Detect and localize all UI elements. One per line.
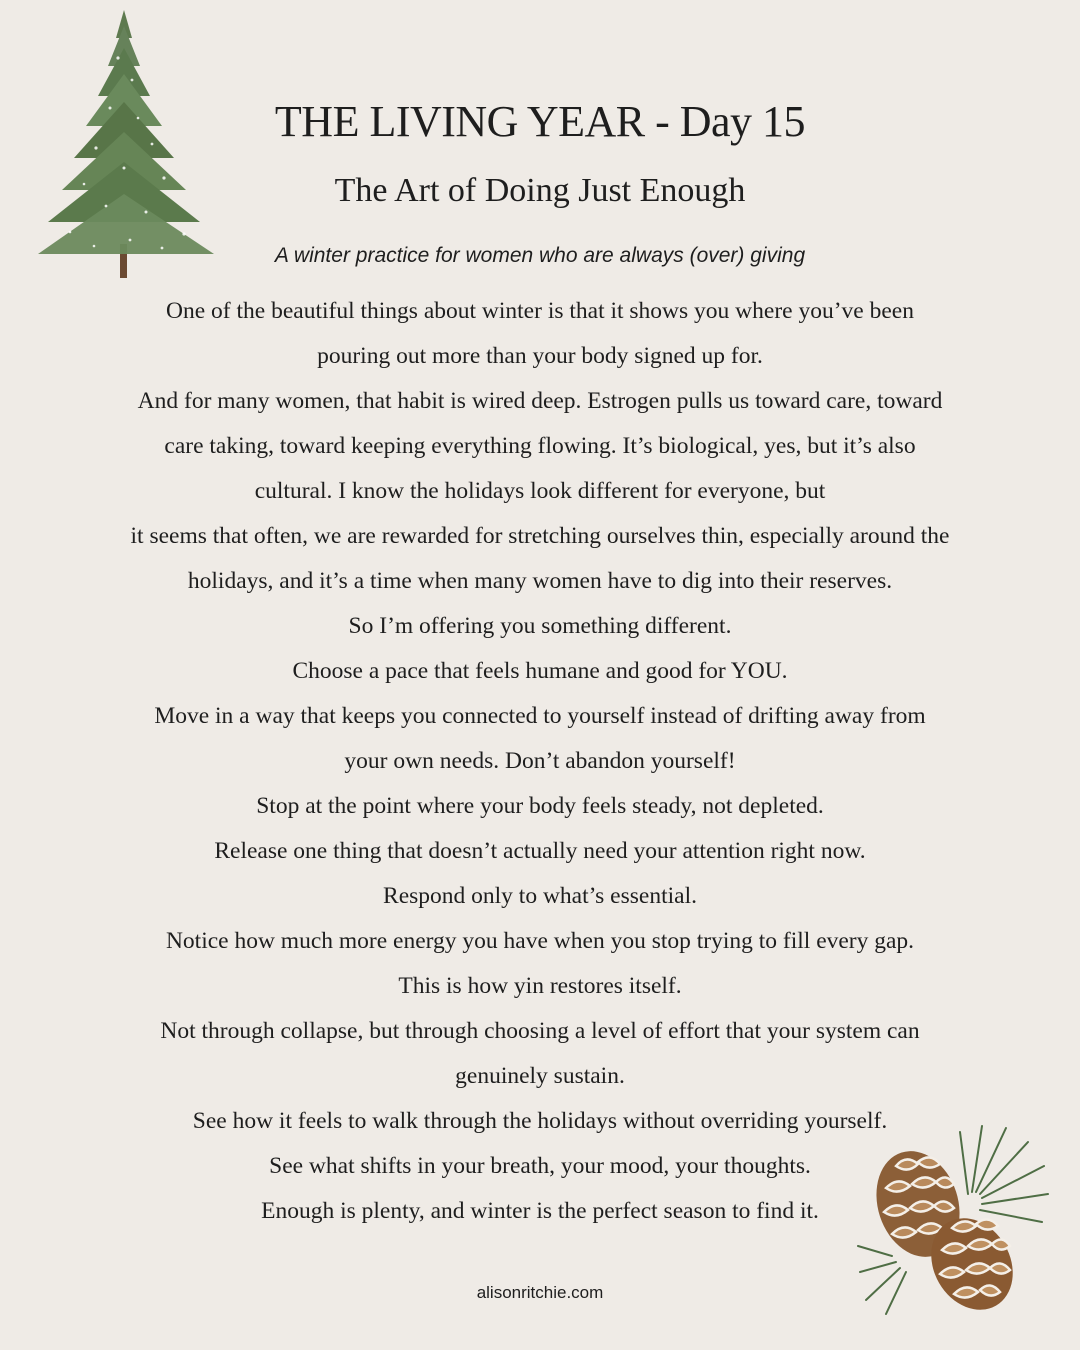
body-line: it seems that often, we are rewarded for stretching ourselves thin, especially around the (130, 523, 950, 549)
body-line: See how it feels to walk through the holidays without overriding yourself. (192, 1108, 888, 1134)
body-line: holidays, and it’s a time when many women have to dig into their reserves. (187, 568, 893, 594)
website-footer: alisonritchie.com (476, 1283, 604, 1302)
body-line: pouring out more than your body signed up for. (317, 343, 763, 369)
body-line: Stop at the point where your body feels steady, not depleted. (256, 793, 824, 819)
body-line: genuinely sustain. (455, 1063, 625, 1089)
body-line: Choose a pace that feels humane and good for YOU. (292, 658, 788, 684)
body-line: So I’m offering you something different. (348, 613, 732, 639)
body-line: cultural. I know the holidays look different for everyone, but (254, 478, 826, 504)
tagline: A winter practice for women who are always (over) giving (274, 244, 806, 267)
page-title: THE LIVING YEAR - Day 15 (274, 97, 806, 146)
body-line: Notice how much more energy you have when you stop trying to fill every gap. (165, 928, 915, 954)
body-line: Respond only to what’s essential. (383, 883, 697, 909)
body-line: See what shifts in your breath, your mood, your thoughts. (269, 1153, 811, 1179)
body-line: And for many women, that habit is wired deep. Estrogen pulls us toward care, toward (137, 388, 943, 414)
body-line: This is how yin restores itself. (398, 973, 682, 999)
page-subtitle: The Art of Doing Just Enough (334, 172, 746, 209)
body-line: your own needs. Don’t abandon yourself! (344, 748, 736, 774)
body-line: One of the beautiful things about winter is that it shows you where you’ve been (166, 298, 914, 324)
body-line: Move in a way that keeps you connected to yourself instead of drifting away from (154, 703, 926, 729)
body-line: care taking, toward keeping everything flowing. It’s biological, yes, but it’s also (164, 433, 916, 459)
body-line: Release one thing that doesn’t actually need your attention right now. (214, 838, 866, 864)
body-text (90, 289, 990, 1234)
body-line: Not through collapse, but through choosing a level of effort that your system can (160, 1018, 920, 1044)
body-line: Enough is plenty, and winter is the perfect season to find it. (261, 1198, 819, 1224)
